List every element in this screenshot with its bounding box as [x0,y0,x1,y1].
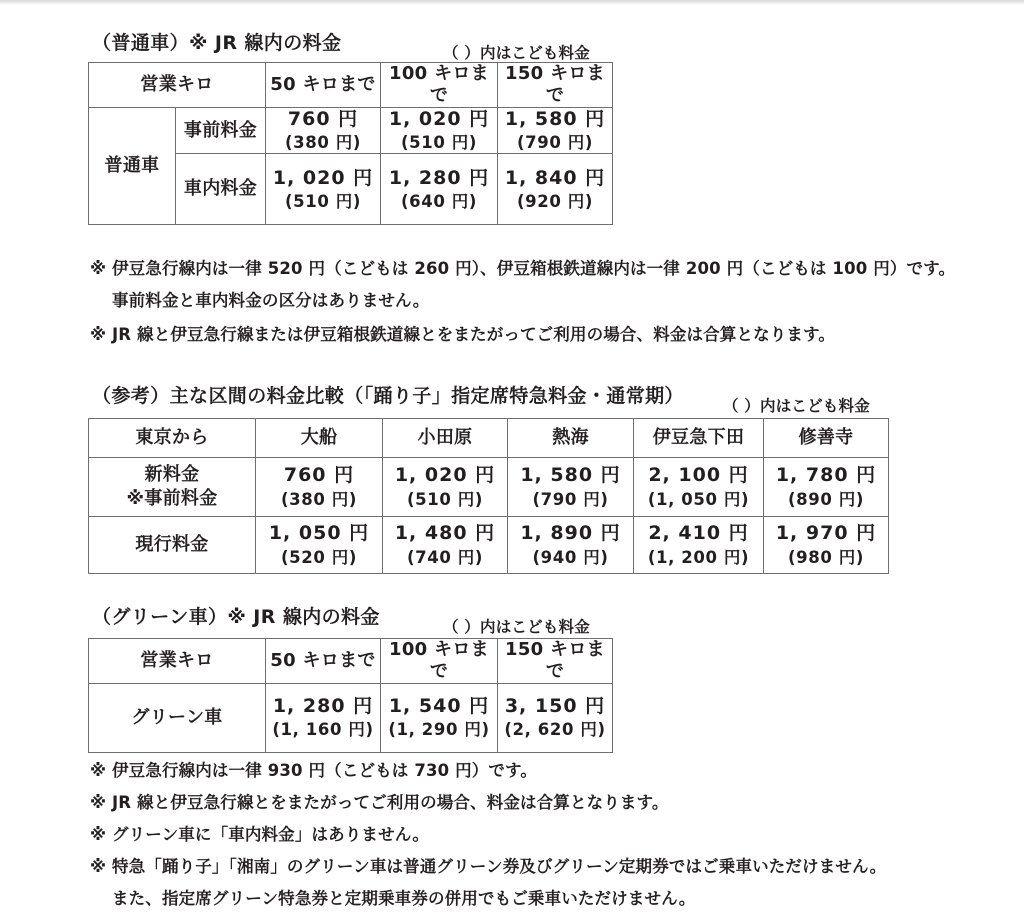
note-text: JR 線と伊豆急行線とをまたがってご利用の場合、料金は合算となります。 [112,793,669,812]
cell-advance-100km [381,107,498,153]
note-text: 伊豆急行線内は一律 520 円（こどもは 260 円）、伊豆箱根鉄道線内は一律 200 円（こどもは 100 円）です。 [112,259,956,278]
adult-fare: 1, 780 円 [775,464,877,487]
table-header-row [89,639,613,684]
cell-advance-150km [498,107,613,153]
note-text: 事前料金と車内料金の区分はありません。 [112,291,430,310]
child-fare: (1, 200 円) [647,547,750,567]
table-row [89,107,613,153]
note-marker: ※ [90,761,107,780]
header-cell-atami: 熱海 [508,419,634,458]
note-ordinary-1 [90,255,955,279]
row-label-line-2: ※事前料金 [126,488,218,509]
cell-new-izukyu-shimoda [634,458,764,517]
row-label-current-fare: 現行料金 [89,517,256,574]
cell-onboard-100km [381,154,498,225]
fare-table-ordinary-car [88,62,613,225]
note-green-4 [90,853,886,877]
note-green-1 [90,757,537,781]
adult-fare: 1, 580 円 [520,464,621,487]
header-cell-upto-50km: 50 キロまで [266,639,381,684]
child-fare-note-green: （ ）内はこども料金 [443,618,590,636]
cell-onboard-50km [266,154,381,225]
note-text: 特急「踊り子」「湘南」のグリーン車は普通グリーン券及びグリーン定期券ではご乗車いただけません。 [112,857,887,876]
child-fare-note-ordinary: （ ）内はこども料金 [443,44,590,62]
cell-green-100km [381,683,498,752]
note-text: また、指定席グリーン特急券と定期乗車券の併用でもご乗車いただけません。 [112,889,696,908]
note-text: 伊豆急行線内は一律 930 円（こどもは 730 円）です。 [112,761,538,780]
child-fare: (890 円) [788,489,864,509]
adult-fare: 1, 540 円 [388,695,490,718]
child-fare: (920 円) [517,191,593,211]
adult-fare: 1, 020 円 [272,166,374,189]
child-fare: (1, 160 円) [272,720,374,740]
child-fare: (940 円) [532,547,609,567]
adult-fare: 1, 580 円 [504,107,606,130]
cell-green-150km [498,683,613,752]
child-fare: (510 円) [401,133,477,153]
row-group-label-ordinary-car: 普通車 [89,107,176,224]
row-label-advance-fare: 事前料金 [176,107,266,153]
cell-new-odawara [383,458,508,517]
note-text: グリーン車に「車内料金」はありません。 [112,825,430,844]
header-cell-upto-100km: 100 キロまで [381,63,498,108]
cell-new-shuzenji [764,458,889,517]
child-fare: (520 円) [281,547,357,567]
note-marker: ※ [90,857,107,876]
cell-current-ofuna [256,517,383,574]
header-cell-ofuna: 大船 [256,419,383,458]
cell-new-ofuna [256,458,383,517]
note-ordinary-2 [90,321,835,345]
adult-fare: 2, 410 円 [648,522,749,545]
row-label-new-fare [89,458,256,517]
header-cell-upto-50km: 50 キロまで [266,63,381,108]
adult-fare: 760 円 [283,464,355,487]
child-fare: (790 円) [532,489,609,509]
header-cell-from-tokyo: 東京から [89,419,256,458]
table-row [89,517,889,574]
adult-fare: 1, 280 円 [272,695,374,718]
row-label-line-1: 新料金 [144,463,200,485]
cell-onboard-150km [498,154,613,225]
child-fare: (510 円) [407,489,483,509]
adult-fare: 1, 020 円 [388,107,490,130]
note-marker: ※ [90,793,107,812]
adult-fare: 1, 280 円 [388,166,490,189]
note-green-3 [90,821,429,845]
adult-fare: 1, 020 円 [394,464,496,487]
child-fare: (1, 290 円) [388,720,490,740]
child-fare: (740 円) [407,547,483,567]
note-marker: ※ [90,825,107,844]
cell-current-atami [508,517,634,574]
child-fare: (380 円) [285,133,361,153]
header-cell-shuzenji: 修善寺 [764,419,889,458]
child-fare: (790 円) [517,133,593,153]
cell-current-shuzenji [764,517,889,574]
adult-fare: 2, 100 円 [648,464,749,487]
child-fare: (2, 620 円) [504,720,606,740]
note-green-4-continued [112,885,695,909]
header-cell-upto-150km: 150 キロまで [498,63,613,108]
header-cell-operating-km: 営業キロ [89,63,266,108]
table-row [89,458,889,517]
table-header-row [89,419,889,458]
note-green-2 [90,789,669,813]
child-fare: (1, 050 円) [647,489,750,509]
child-fare-note-reference: （ ）内はこども料金 [723,397,870,415]
adult-fare: 1, 890 円 [520,522,621,545]
table-row [89,683,613,752]
adult-fare: 1, 840 円 [504,166,606,189]
adult-fare: 3, 150 円 [504,695,606,718]
note-ordinary-1-continued [112,287,429,311]
section-heading-ordinary-car: （普通車）※ JR 線内の料金 [92,32,342,54]
note-marker: ※ [90,259,107,278]
row-label-onboard-fare: 車内料金 [176,154,266,225]
row-label-green-car: グリーン車 [89,683,266,752]
child-fare: (640 円) [401,191,477,211]
header-cell-upto-100km: 100 キロまで [381,639,498,684]
section-heading-reference-comparison: （参考）主な区間の料金比較（「踊り子」指定席特急料金・通常期） [92,385,684,407]
adult-fare: 1, 480 円 [394,522,496,545]
cell-current-odawara [383,517,508,574]
note-text: JR 線と伊豆急行線または伊豆箱根鉄道線とをまたがってご利用の場合、料金は合算となります。 [112,325,836,344]
child-fare: (510 円) [285,191,361,211]
adult-fare: 1, 970 円 [775,522,877,545]
fare-table-green-car [88,638,613,753]
header-cell-operating-km: 営業キロ [89,639,266,684]
cell-advance-50km [266,107,381,153]
adult-fare: 1, 050 円 [268,522,370,545]
child-fare: (380 円) [281,489,357,509]
header-cell-upto-150km: 150 キロまで [498,639,613,684]
section-heading-green-car: （グリーン車）※ JR 線内の料金 [92,606,380,628]
header-cell-izukyu-shimoda: 伊豆急下田 [634,419,764,458]
fare-table-reference-comparison [88,418,889,574]
table-header-row [89,63,613,108]
cell-new-atami [508,458,634,517]
adult-fare: 760 円 [287,107,359,130]
header-cell-odawara: 小田原 [383,419,508,458]
note-marker: ※ [90,325,107,344]
cell-current-izukyu-shimoda [634,517,764,574]
child-fare: (980 円) [788,547,864,567]
cell-green-50km [266,683,381,752]
